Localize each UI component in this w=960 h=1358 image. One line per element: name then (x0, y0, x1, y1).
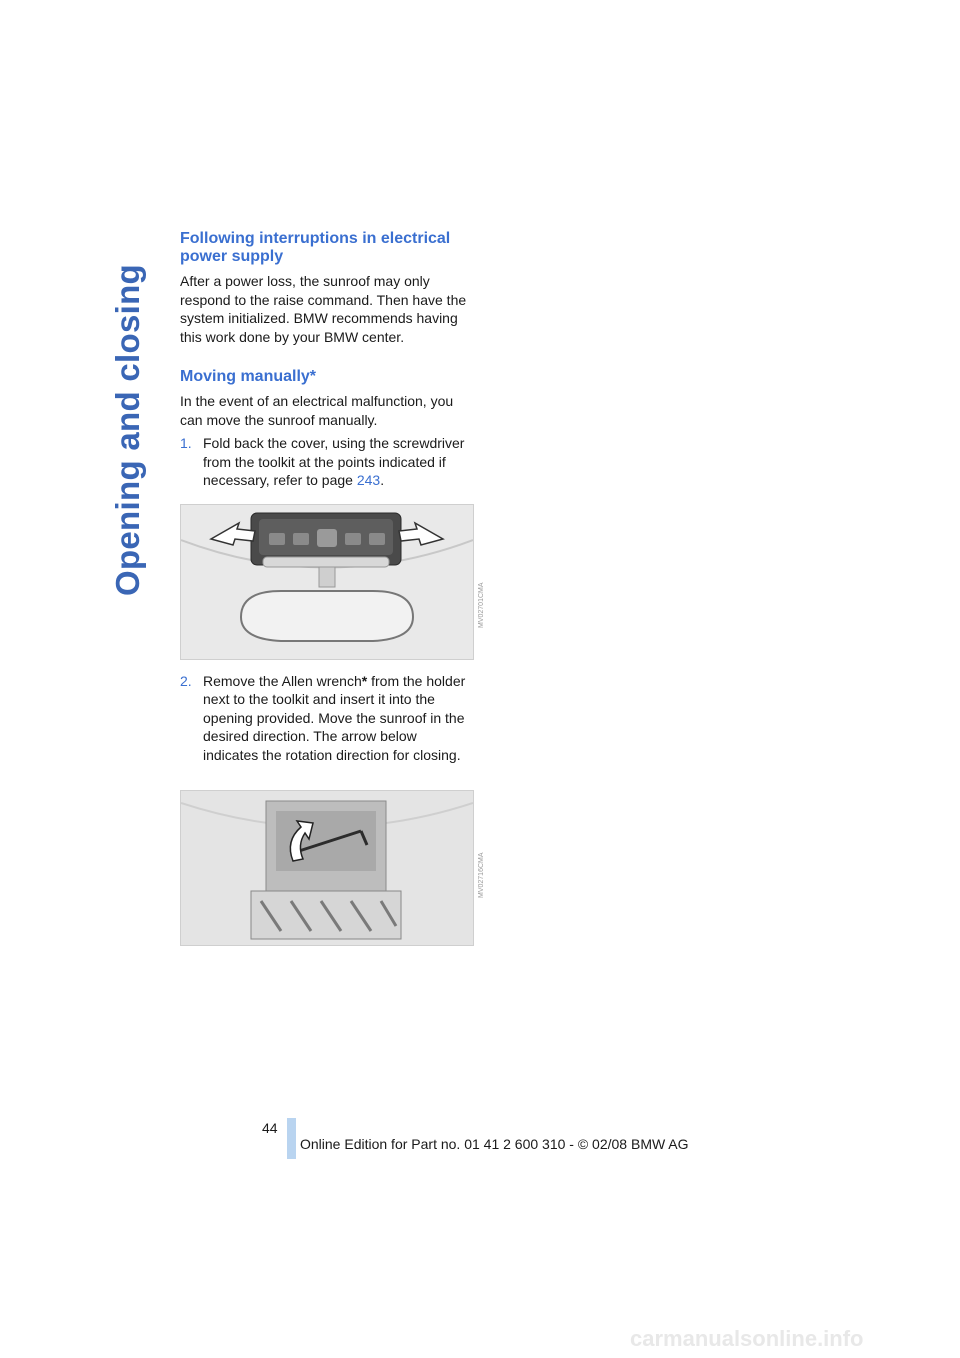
footer-edition: Online Edition for Part no. 01 41 2 600 310 - © 02/08 BMW AG (300, 1136, 689, 1152)
step-text: Remove the Allen wrench* from the holder next to the toolkit and insert it into the opening provided. Move the sunroof in the desired direction. The arrow below indicates the rotation direction for closing. (203, 672, 466, 763)
overhead-console-illustration (181, 505, 473, 659)
optional-equipment-star: * (361, 672, 368, 689)
allen-wrench-illustration (181, 791, 473, 945)
chapter-tab (88, 220, 168, 640)
section-heading-manual: Moving manually* (180, 368, 317, 385)
section-body-power: After a power loss, the sunroof may only respond to the raise command. Then have the system initialized. BMW recommends having this work done by your BMW center. (180, 273, 467, 345)
step-number: 2. (180, 672, 192, 689)
figure-allen-wrench (180, 790, 474, 946)
figure-code-2: MV02716CMA (478, 852, 485, 898)
footer-accent-bar (287, 1118, 296, 1159)
figure-cover-overhead-console (180, 504, 474, 660)
watermark: carmanualsonline.info (630, 1326, 864, 1351)
page-content (180, 230, 475, 946)
figure-code-1: MV02701CMA (478, 582, 485, 628)
page-link[interactable]: 243 (356, 472, 381, 488)
section-intro-manual: In the event of an electrical malfunction, you can move the sunroof manually. (180, 393, 454, 428)
step-number: 1. (180, 435, 192, 451)
section-heading-power: Following interruptions in electrical power supply (180, 230, 451, 265)
chapter-title: Opening and closing (109, 263, 147, 597)
step-1 (180, 434, 475, 490)
page-number: 44 (262, 1120, 278, 1136)
step-text: Fold back the cover, using the screwdriver from the toolkit at the points indicated if necessary, refer to page 243. (203, 435, 465, 488)
step-2 (180, 672, 475, 765)
